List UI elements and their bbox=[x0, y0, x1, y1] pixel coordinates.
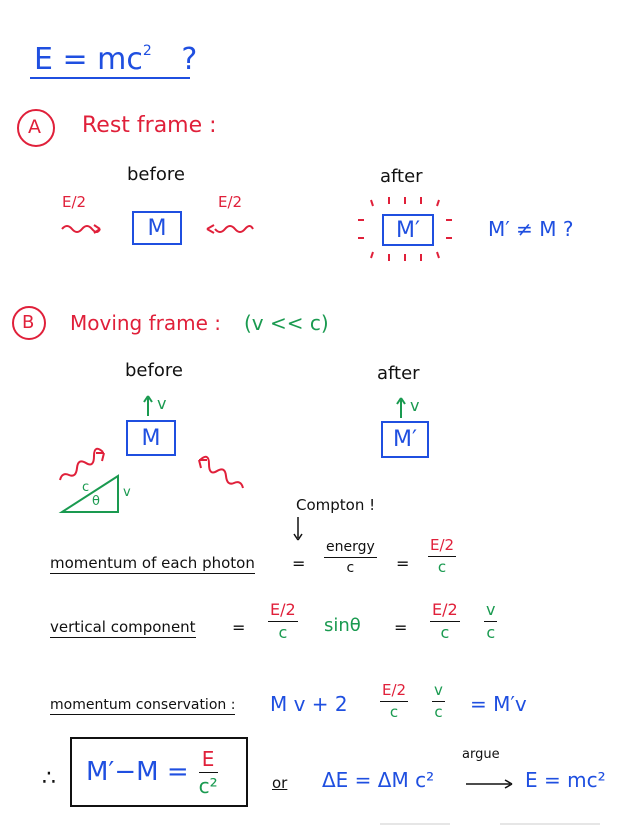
photon-diag-left-arrowhead bbox=[96, 453, 104, 461]
mass-label: M bbox=[141, 425, 161, 451]
therefore-symbol: ∴ bbox=[42, 766, 56, 791]
argue-label: argue bbox=[462, 747, 500, 762]
result-fraction bbox=[198, 746, 218, 798]
triangle-side-label: v bbox=[123, 485, 131, 500]
photon-right-wave bbox=[215, 226, 253, 232]
triangle-angle-label: θ bbox=[92, 494, 100, 509]
eq3-rhs: = M′v bbox=[470, 692, 527, 716]
fraction-denominator: c bbox=[389, 703, 399, 721]
eq1-label bbox=[50, 556, 255, 571]
eq1-fraction-energy bbox=[324, 540, 377, 575]
fraction-numerator: E/2 bbox=[430, 536, 455, 554]
eq3-label-text: momentum conservation : bbox=[50, 697, 236, 713]
mass-label: M′ bbox=[396, 217, 420, 243]
fraction-denominator: c bbox=[440, 623, 450, 642]
fraction-numerator: v bbox=[486, 600, 496, 619]
eq3-label bbox=[50, 698, 235, 712]
result-box bbox=[70, 737, 248, 807]
eq2-equals-2: = bbox=[394, 618, 408, 637]
result-delta-equation: ΔE = ΔM c² bbox=[322, 768, 435, 792]
eq3-fraction-v-c bbox=[432, 683, 445, 720]
result-final: E = mc² bbox=[525, 768, 606, 792]
photon-diag-right-arrowhead bbox=[199, 460, 207, 468]
title-superscript: 2 bbox=[142, 43, 152, 59]
velocity-triangle bbox=[62, 476, 118, 512]
mass-box-moving-after bbox=[381, 421, 429, 458]
eq2-fraction-e2 bbox=[268, 602, 298, 641]
fraction-denominator: c bbox=[346, 560, 355, 576]
section-b-condition: (v << c) bbox=[244, 311, 329, 335]
section-a-before-label: before bbox=[127, 164, 185, 185]
fraction-numerator: E/2 bbox=[382, 681, 407, 699]
mass-question: M′ ≠ M ? bbox=[488, 217, 574, 241]
eq2-sin: sinθ bbox=[324, 615, 361, 636]
title-question: ? bbox=[181, 42, 198, 77]
fraction-denominator: c bbox=[437, 558, 447, 576]
mass-box-moving-before bbox=[126, 420, 176, 456]
eq3-lhs: M v + 2 bbox=[270, 692, 348, 716]
section-b-before-label: before bbox=[125, 360, 183, 381]
photon-right-energy: E/2 bbox=[218, 193, 243, 211]
eq1-fraction-e2 bbox=[428, 538, 456, 575]
title-text: E = mc bbox=[34, 42, 143, 77]
fraction-numerator: E bbox=[201, 746, 215, 771]
section-b-after-label: after bbox=[377, 363, 420, 384]
eq1-equals: = bbox=[292, 554, 306, 573]
section-b-heading: Moving frame : bbox=[70, 311, 222, 335]
photon-diag-right bbox=[200, 457, 243, 488]
eq2-label bbox=[50, 620, 196, 635]
photon-left-energy: E/2 bbox=[62, 193, 87, 211]
section-b-marker: B bbox=[22, 312, 35, 333]
fraction-numerator: E/2 bbox=[432, 600, 458, 619]
section-a-after-label: after bbox=[380, 166, 423, 187]
velocity-label-before: v bbox=[157, 394, 167, 413]
eq2-fraction-v-c bbox=[484, 602, 497, 641]
section-a-heading: Rest frame : bbox=[82, 113, 217, 138]
section-a-marker: A bbox=[28, 116, 41, 138]
result-lhs: M′−M = bbox=[86, 757, 189, 787]
mass-label: M bbox=[147, 215, 167, 241]
eq1-label-text: momentum of each photon bbox=[50, 554, 255, 572]
compton-note: Compton ! bbox=[296, 496, 376, 514]
fraction-denominator: c bbox=[278, 623, 288, 642]
mass-box-rest-before bbox=[132, 211, 182, 245]
velocity-label-after: v bbox=[410, 396, 420, 415]
photon-right-arrowhead bbox=[207, 225, 214, 233]
fraction-numerator: v bbox=[434, 681, 443, 699]
eq2-label-text: vertical component bbox=[50, 618, 196, 636]
eq3-fraction-e2 bbox=[380, 683, 408, 720]
fraction-denominator: c bbox=[486, 623, 496, 642]
mass-label: M′ bbox=[393, 427, 417, 452]
fraction-numerator: E/2 bbox=[270, 600, 296, 619]
fraction-denominator: c bbox=[434, 703, 443, 721]
result-or: or bbox=[272, 774, 288, 792]
fraction-numerator: energy bbox=[326, 539, 375, 555]
fraction-denominator: c² bbox=[198, 773, 218, 798]
eq2-fraction-e2-c bbox=[430, 602, 460, 641]
eq2-equals: = bbox=[232, 618, 246, 637]
eq1-equals-2: = bbox=[396, 554, 410, 573]
title-equation bbox=[34, 44, 197, 75]
triangle-hypotenuse-label: c bbox=[82, 480, 90, 495]
mass-box-rest-after bbox=[382, 214, 434, 246]
photon-left-wave bbox=[62, 226, 100, 232]
